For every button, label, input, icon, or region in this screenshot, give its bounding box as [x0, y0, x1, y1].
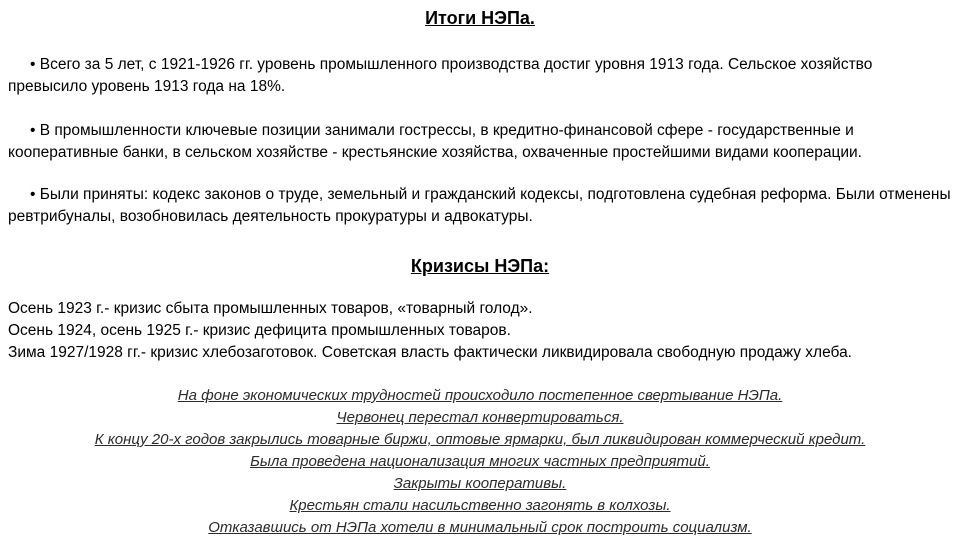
- crisis-item: Осень 1924, осень 1925 г.- кризис дефицита промышленных товаров.: [8, 322, 511, 339]
- conclusion-item: На фоне экономических трудностей происходило постепенное свертывание НЭПа.: [177, 387, 783, 404]
- crisis-item: Зима 1927/1928 гг.- кризис хлебозаготовок. Советская власть фактически ликвидировала свободную продажу хлеба.: [8, 344, 852, 361]
- crises-list: [8, 298, 952, 364]
- conclusion-item: Отказавшись от НЭПа хотели в минимальный срок построить социализм.: [208, 519, 752, 536]
- conclusion-item: Была проведена национализация многих частных предприятий.: [250, 453, 710, 470]
- conclusion-item: Крестьян стали насильственно загонять в колхозы.: [289, 497, 671, 514]
- conclusion-item: Закрыты кооперативы.: [393, 475, 567, 492]
- crises-title: Кризисы НЭПа:: [410, 256, 550, 276]
- result-paragraph-economy-structure: • В промышленности ключевые позиции занимали гострессы, в кредитно-финансовой сфере - государственные и кооперативные банки, в сельском хозяйстве - крестьянские хозяйства, охваченные простейшими видами кооперации.: [8, 122, 862, 161]
- page-title: Итоги НЭПа.: [425, 8, 535, 28]
- conclusions-list: [0, 385, 960, 539]
- result-paragraph-legal-reforms: • Были приняты: кодекс законов о труде, земельный и гражданский кодексы, подготовлена судебная реформа. Были отменены ревтрибуналы, возобновилась деятельность прокуратуры и адвокатуры.: [8, 186, 951, 225]
- conclusion-item: Червонец перестал конвертироваться.: [336, 409, 624, 426]
- result-paragraph-production: • Всего за 5 лет, с 1921-1926 гг. уровень промышленного производства достиг уровня 1913 года. Сельское хозяйство превысило уровень 1913 года на 18%.: [8, 56, 873, 95]
- crisis-item: Осень 1923 г.- кризис сбыта промышленных товаров, «товарный голод».: [8, 300, 533, 317]
- conclusion-item: К концу 20-х годов закрылись товарные биржи, оптовые ярмарки, был ликвидирован коммерческий кредит.: [94, 431, 866, 448]
